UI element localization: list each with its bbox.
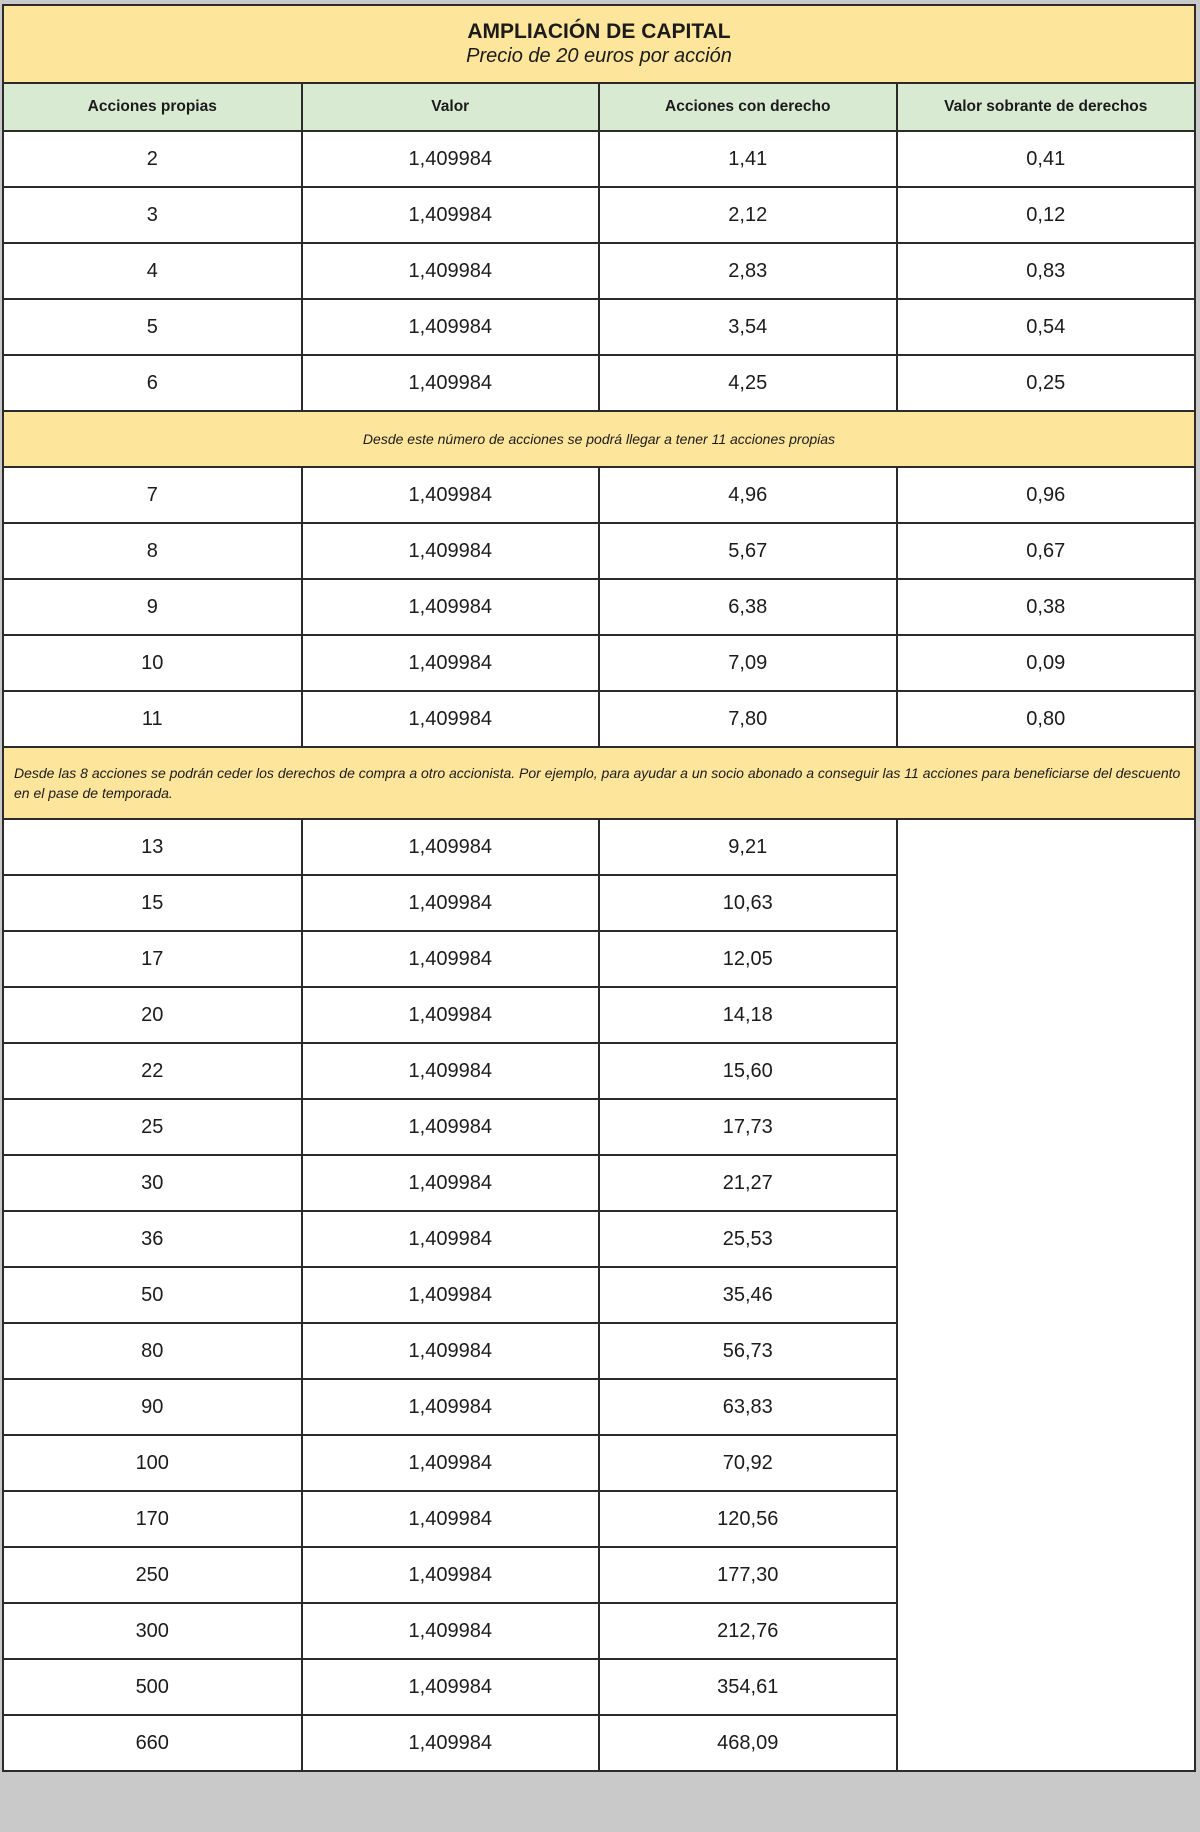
empty-cell (897, 1379, 1195, 1435)
cell-valor: 1,409984 (302, 579, 600, 635)
table-row (4, 931, 1194, 987)
table-row (4, 875, 1194, 931)
cell-valor: 1,409984 (302, 523, 600, 579)
empty-cell (897, 1211, 1195, 1267)
empty-cell (897, 931, 1195, 987)
table-row (4, 467, 1194, 523)
cell-acciones-propias: 36 (4, 1211, 302, 1267)
cell-valor-sobrante: 0,83 (897, 243, 1195, 299)
table-row (4, 299, 1194, 355)
table-row (4, 1659, 1194, 1715)
cell-acciones-con-derecho: 212,76 (599, 1603, 897, 1659)
cell-acciones-con-derecho: 14,18 (599, 987, 897, 1043)
cell-acciones-propias: 250 (4, 1547, 302, 1603)
cell-valor: 1,409984 (302, 1379, 600, 1435)
cell-acciones-con-derecho: 468,09 (599, 1715, 897, 1770)
cell-valor: 1,409984 (302, 819, 600, 875)
cell-valor: 1,409984 (302, 467, 600, 523)
note2-text: Desde las 8 acciones se podrán ceder los derechos de compra a otro accionista. Por ejemplo, para ayudar a un socio abonado a conseguir las 11 acciones para beneficiarse del descuento en el pase de temporada. (4, 747, 1194, 819)
cell-acciones-propias: 80 (4, 1323, 302, 1379)
cell-acciones-con-derecho: 35,46 (599, 1267, 897, 1323)
cell-valor: 1,409984 (302, 355, 600, 411)
cell-acciones-propias: 660 (4, 1715, 302, 1770)
cell-valor: 1,409984 (302, 187, 600, 243)
note-row (4, 747, 1194, 819)
cell-valor: 1,409984 (302, 635, 600, 691)
empty-cell (897, 1099, 1195, 1155)
cell-valor: 1,409984 (302, 987, 600, 1043)
cell-acciones-propias: 13 (4, 819, 302, 875)
cell-acciones-propias: 2 (4, 131, 302, 187)
table-row (4, 1379, 1194, 1435)
cell-acciones-con-derecho: 25,53 (599, 1211, 897, 1267)
cell-acciones-con-derecho: 56,73 (599, 1323, 897, 1379)
empty-cell (897, 1435, 1195, 1491)
header-valor-sobrante: Valor sobrante de derechos (897, 83, 1195, 131)
cell-acciones-con-derecho: 21,27 (599, 1155, 897, 1211)
cell-valor-sobrante: 0,96 (897, 467, 1195, 523)
empty-cell (897, 875, 1195, 931)
cell-acciones-con-derecho: 9,21 (599, 819, 897, 875)
note1-text: Desde este número de acciones se podrá llegar a tener 11 acciones propias (4, 411, 1194, 467)
table-row (4, 1435, 1194, 1491)
empty-cell (897, 1043, 1195, 1099)
cell-valor: 1,409984 (302, 1211, 600, 1267)
cell-acciones-propias: 50 (4, 1267, 302, 1323)
cell-acciones-con-derecho: 7,80 (599, 691, 897, 747)
header-valor: Valor (302, 83, 600, 131)
cell-valor: 1,409984 (302, 875, 600, 931)
table-subtitle: Precio de 20 euros por acción (466, 45, 732, 67)
table-row (4, 1603, 1194, 1659)
cell-acciones-propias: 100 (4, 1435, 302, 1491)
table-row (4, 819, 1194, 875)
table-title: AMPLIACIÓN DE CAPITAL (467, 20, 731, 43)
empty-cell (897, 1715, 1195, 1770)
cell-acciones-propias: 90 (4, 1379, 302, 1435)
cell-valor: 1,409984 (302, 1099, 600, 1155)
cell-acciones-con-derecho: 120,56 (599, 1491, 897, 1547)
table-row (4, 1043, 1194, 1099)
header-row (4, 83, 1194, 131)
cell-acciones-con-derecho: 70,92 (599, 1435, 897, 1491)
empty-cell (897, 1603, 1195, 1659)
cell-valor-sobrante: 0,54 (897, 299, 1195, 355)
cell-acciones-propias: 300 (4, 1603, 302, 1659)
empty-cell (897, 1267, 1195, 1323)
table-row (4, 355, 1194, 411)
table-row (4, 635, 1194, 691)
cell-acciones-propias: 6 (4, 355, 302, 411)
cell-valor: 1,409984 (302, 1659, 600, 1715)
capital-increase-table (4, 6, 1194, 1770)
cell-acciones-con-derecho: 6,38 (599, 579, 897, 635)
cell-acciones-propias: 170 (4, 1491, 302, 1547)
cell-acciones-con-derecho: 10,63 (599, 875, 897, 931)
header-acciones-propias: Acciones propias (4, 83, 302, 131)
cell-acciones-con-derecho: 3,54 (599, 299, 897, 355)
table-row (4, 187, 1194, 243)
cell-acciones-propias: 15 (4, 875, 302, 931)
empty-cell (897, 819, 1195, 875)
table-row (4, 243, 1194, 299)
table-row (4, 1099, 1194, 1155)
cell-valor-sobrante: 0,12 (897, 187, 1195, 243)
table-row (4, 131, 1194, 187)
empty-cell (897, 1155, 1195, 1211)
title-cell (4, 6, 1194, 83)
cell-acciones-con-derecho: 5,67 (599, 523, 897, 579)
cell-acciones-con-derecho: 4,25 (599, 355, 897, 411)
cell-valor: 1,409984 (302, 1715, 600, 1770)
empty-cell (897, 1547, 1195, 1603)
cell-valor: 1,409984 (302, 1155, 600, 1211)
cell-acciones-propias: 17 (4, 931, 302, 987)
cell-acciones-con-derecho: 17,73 (599, 1099, 897, 1155)
cell-valor: 1,409984 (302, 931, 600, 987)
cell-acciones-propias: 25 (4, 1099, 302, 1155)
cell-acciones-con-derecho: 12,05 (599, 931, 897, 987)
empty-cell (897, 987, 1195, 1043)
cell-valor: 1,409984 (302, 1267, 600, 1323)
note-row (4, 411, 1194, 467)
cell-acciones-propias: 20 (4, 987, 302, 1043)
cell-acciones-propias: 5 (4, 299, 302, 355)
cell-acciones-propias: 3 (4, 187, 302, 243)
cell-valor: 1,409984 (302, 1547, 600, 1603)
cell-valor: 1,409984 (302, 243, 600, 299)
empty-cell (897, 1323, 1195, 1379)
cell-valor-sobrante: 0,41 (897, 131, 1195, 187)
cell-valor: 1,409984 (302, 1603, 600, 1659)
cell-acciones-propias: 22 (4, 1043, 302, 1099)
table-row (4, 1267, 1194, 1323)
cell-acciones-con-derecho: 2,12 (599, 187, 897, 243)
empty-cell (897, 1491, 1195, 1547)
cell-acciones-con-derecho: 63,83 (599, 1379, 897, 1435)
cell-acciones-propias: 500 (4, 1659, 302, 1715)
table-row (4, 1155, 1194, 1211)
cell-valor-sobrante: 0,80 (897, 691, 1195, 747)
cell-acciones-propias: 4 (4, 243, 302, 299)
cell-valor-sobrante: 0,67 (897, 523, 1195, 579)
cell-valor-sobrante: 0,25 (897, 355, 1195, 411)
cell-acciones-con-derecho: 15,60 (599, 1043, 897, 1099)
table-row (4, 987, 1194, 1043)
table-row (4, 1211, 1194, 1267)
header-acciones-con-derecho: Acciones con derecho (599, 83, 897, 131)
table-row (4, 579, 1194, 635)
cell-valor: 1,409984 (302, 131, 600, 187)
cell-valor: 1,409984 (302, 1491, 600, 1547)
cell-acciones-propias: 9 (4, 579, 302, 635)
cell-valor: 1,409984 (302, 691, 600, 747)
cell-acciones-propias: 8 (4, 523, 302, 579)
table-row (4, 1547, 1194, 1603)
cell-valor: 1,409984 (302, 299, 600, 355)
cell-valor: 1,409984 (302, 1043, 600, 1099)
cell-acciones-propias: 30 (4, 1155, 302, 1211)
table-row (4, 1491, 1194, 1547)
cell-acciones-propias: 10 (4, 635, 302, 691)
cell-acciones-con-derecho: 177,30 (599, 1547, 897, 1603)
cell-acciones-con-derecho: 1,41 (599, 131, 897, 187)
cell-acciones-con-derecho: 4,96 (599, 467, 897, 523)
cell-acciones-propias: 7 (4, 467, 302, 523)
cell-valor: 1,409984 (302, 1323, 600, 1379)
cell-acciones-con-derecho: 2,83 (599, 243, 897, 299)
cell-valor: 1,409984 (302, 1435, 600, 1491)
cell-valor-sobrante: 0,09 (897, 635, 1195, 691)
table-row (4, 1323, 1194, 1379)
table-row (4, 523, 1194, 579)
cell-valor-sobrante: 0,38 (897, 579, 1195, 635)
title-row (4, 6, 1194, 83)
cell-acciones-con-derecho: 7,09 (599, 635, 897, 691)
cell-acciones-propias: 11 (4, 691, 302, 747)
empty-cell (897, 1659, 1195, 1715)
table-row (4, 1715, 1194, 1770)
table-row (4, 691, 1194, 747)
cell-acciones-con-derecho: 354,61 (599, 1659, 897, 1715)
capital-increase-sheet (2, 4, 1196, 1772)
